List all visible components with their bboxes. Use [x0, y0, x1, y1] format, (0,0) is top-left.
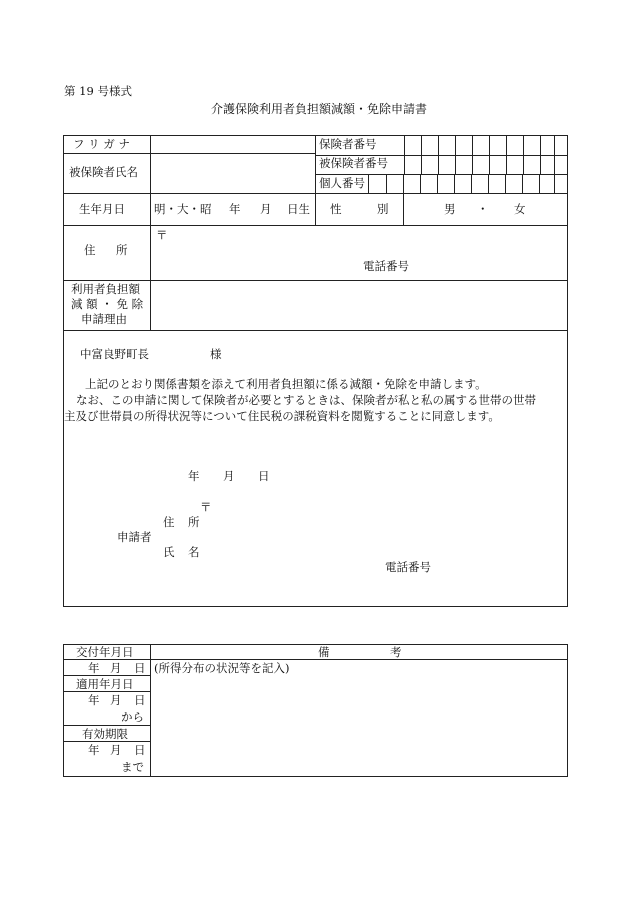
insured-name-field[interactable] — [152, 156, 312, 190]
remarks-label-1: 備 — [318, 645, 330, 659]
reason-field[interactable] — [152, 283, 562, 327]
applied-date-label: 適用年月日 — [76, 677, 134, 691]
sex-label-2: 別 — [377, 202, 389, 216]
valid-period-label: 有効期限 — [82, 727, 128, 741]
phone-label: 電話番号 — [363, 259, 409, 273]
applicant-name-1: 氏 — [163, 545, 175, 559]
insurer-number-label: 保険者番号 — [319, 137, 377, 151]
applicant-name-2: 名 — [188, 545, 200, 559]
reason-label-1: 利用者負担額 — [71, 282, 140, 296]
honorific: 様 — [210, 347, 222, 361]
addressee: 中富良野町長 — [80, 347, 149, 361]
applicant-postal-mark: 〒 — [200, 500, 212, 514]
applied-day: 日 — [134, 693, 146, 707]
insured-name-label: 被保険者氏名 — [69, 165, 138, 179]
address-field[interactable] — [152, 228, 562, 276]
postal-mark: 〒 — [156, 228, 168, 242]
applicant-label: 申請者 — [117, 530, 152, 544]
applicant-address-2: 所 — [188, 515, 200, 529]
remarks-label-2: 考 — [390, 645, 402, 659]
insured-number-label: 被保険者番号 — [319, 156, 388, 170]
furigana-field[interactable] — [152, 137, 312, 151]
date-month: 月 — [223, 469, 235, 483]
statement-line-1: 上記のとおり関係書類を添えて利用者負担額に係る減額・免除を申請します。 — [85, 377, 487, 391]
issue-day: 日 — [134, 661, 146, 675]
era-options[interactable]: 明・大・昭 — [154, 202, 212, 216]
statement-line-3: 主及び世帯員の所得状況等について住民税の課税資料を閲覧することに同意します。 — [64, 409, 500, 423]
applied-month: 月 — [110, 693, 122, 707]
page-title: 介護保険利用者負担額減額・免除申請書 — [211, 102, 428, 116]
birth-month: 月 — [260, 202, 272, 216]
furigana-label: フ リ ガ ナ — [73, 137, 130, 151]
birth-day: 日生 — [287, 202, 310, 216]
address-label-2: 所 — [116, 243, 128, 257]
personal-number-label: 個人番号 — [319, 176, 365, 190]
remarks-note: (所得分布の状況等を記入) — [154, 661, 290, 675]
date-day: 日 — [258, 469, 270, 483]
applicant-address-1: 住 — [163, 515, 175, 529]
applied-from: から — [121, 710, 144, 724]
address-label-1: 住 — [84, 243, 96, 257]
valid-year: 年 — [88, 743, 100, 757]
statement-line-2: なお、この申請に関して保険者が必要とするときは、保険者が私と私の属する世帯の世帯 — [76, 393, 536, 407]
date-year: 年 — [188, 469, 200, 483]
reason-label-3: 申請理由 — [81, 312, 127, 326]
birth-year: 年 — [229, 202, 241, 216]
sex-dot: ・ — [477, 202, 489, 216]
form-number: 第 19 号様式 — [64, 84, 132, 98]
issue-year: 年 — [88, 661, 100, 675]
sex-male[interactable]: 男 — [444, 202, 456, 216]
remarks-field[interactable] — [152, 678, 562, 772]
issue-month: 月 — [110, 661, 122, 675]
applied-year: 年 — [88, 693, 100, 707]
issue-date-label: 交付年月日 — [76, 645, 134, 659]
reason-label-2: 減 額 ・ 免 除 — [71, 297, 144, 311]
sex-female[interactable]: 女 — [514, 202, 526, 216]
valid-month: 月 — [110, 743, 122, 757]
sex-label-1: 性 — [330, 202, 342, 216]
valid-until: まで — [121, 760, 144, 774]
applicant-phone-label: 電話番号 — [385, 560, 431, 574]
valid-day: 日 — [134, 743, 146, 757]
birthdate-label: 生年月日 — [79, 202, 125, 216]
